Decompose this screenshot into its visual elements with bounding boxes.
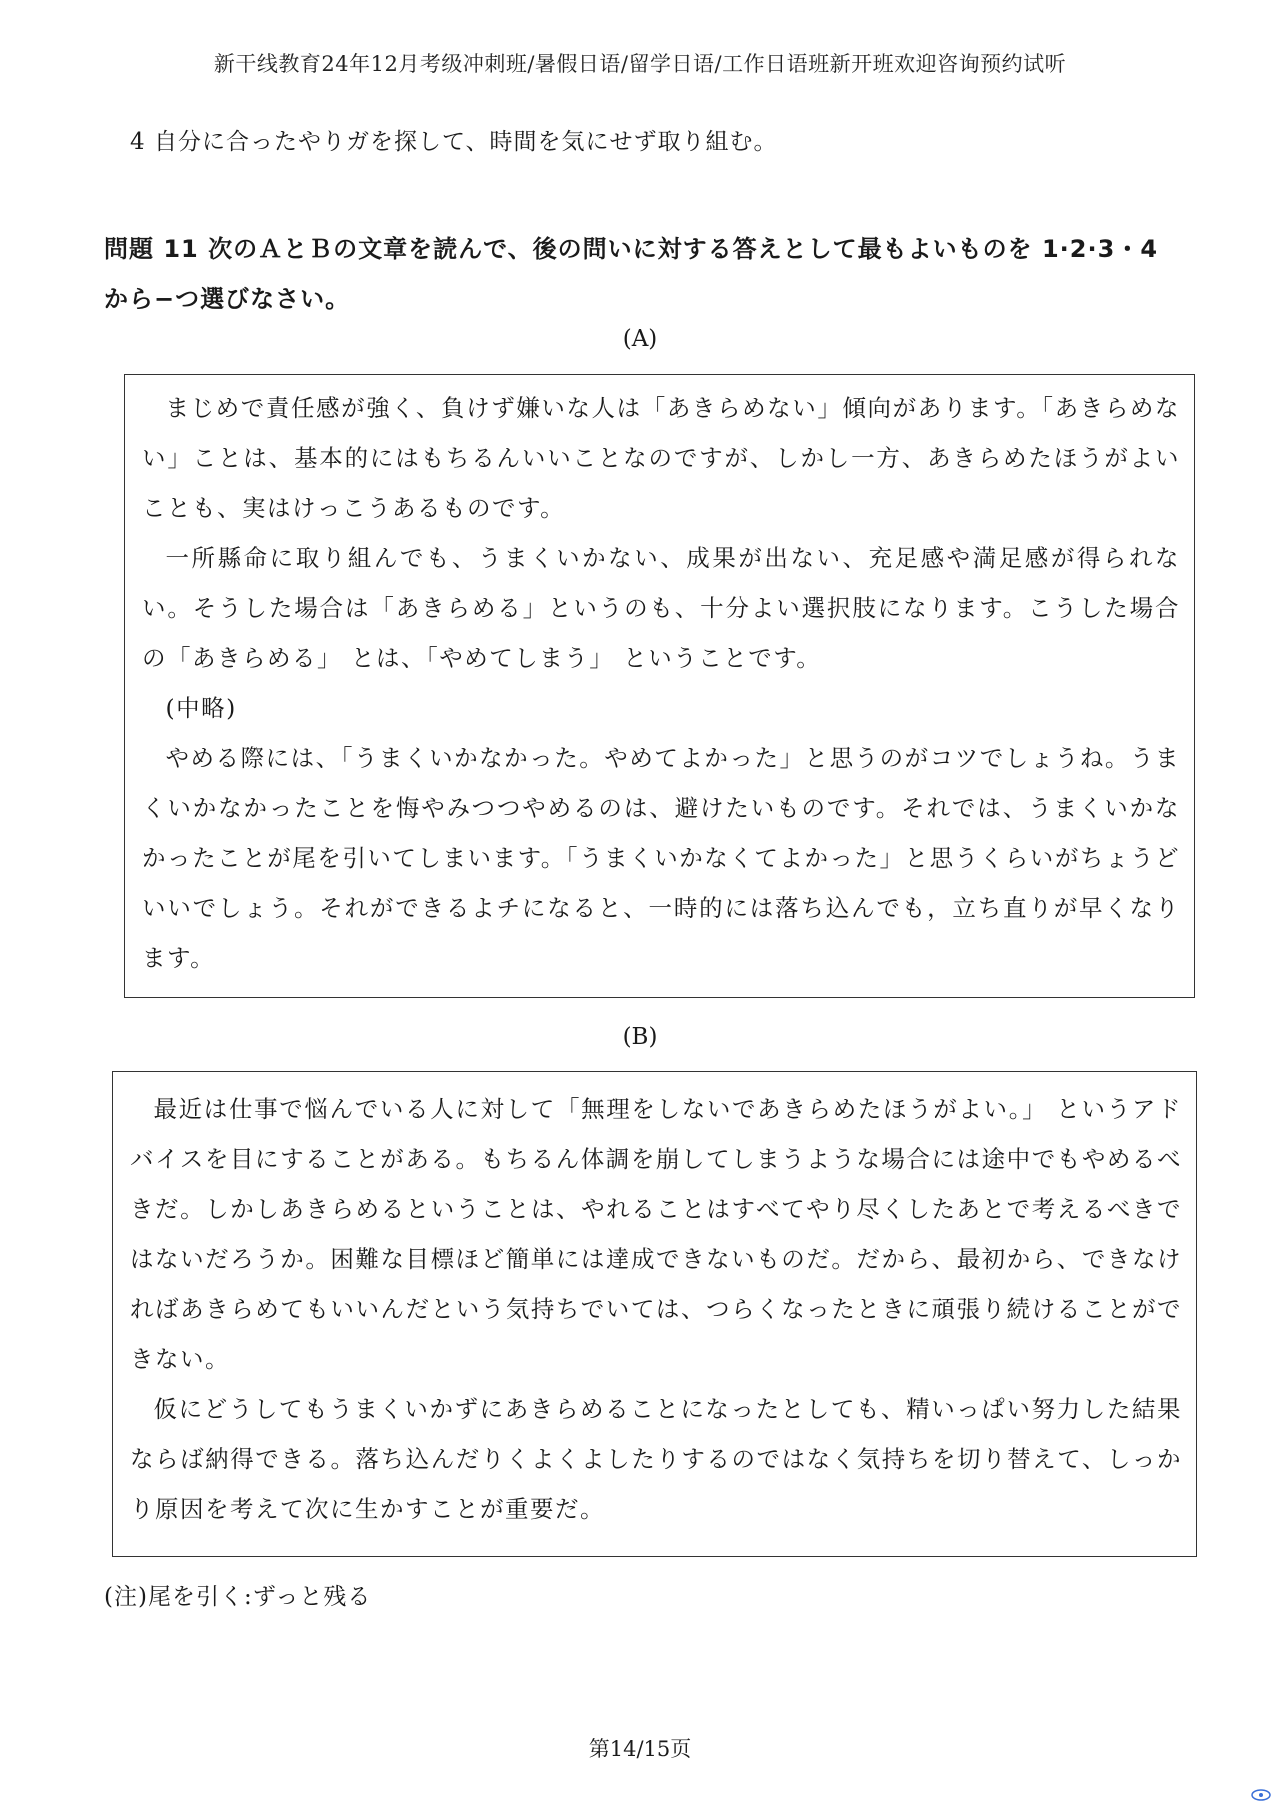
page-number: 第14/15页 xyxy=(588,1737,692,1761)
passage-a-paragraph-2: 一所縣命に取り組んでも、うまくいかない、成果が出ない、充足感や満足感が得られない。そうした場合は「あきらめる」というのも、十分よい選択肢になります。こうした場合の「あきらめる」 とは、「やめてしまう」 ということです。 xyxy=(142,544,1180,672)
passage-a-box xyxy=(124,374,1195,998)
previous-question-option-4: 4 自分に合ったやりガを探して、時間を気にせず取り組む。 xyxy=(130,129,778,155)
passage-b-label: (B) xyxy=(622,1024,658,1050)
passage-b-box xyxy=(112,1071,1197,1557)
annotation-note: (注)尾を引く:ずっと残る xyxy=(104,1584,372,1610)
passage-a-paragraph-3: やめる際には、「うまくいかなかった。やめてよかった」と思うのがコツでしょうね。うまくいかなかったことを悔やみつつやめるのは、避けたいものです。それでは、うまくいかなかったことが尾を引いてしまいます。「うまくいかなくてよかった」と思うくらいがちょうどいいでしょう。それができるよチになると、一時的には落ち込んでも，立ち直りが早くなります。 xyxy=(142,744,1180,972)
corner-logo-icon xyxy=(1250,1788,1272,1802)
passage-b-paragraph-2: 仮にどうしてもうまくいかずにあきらめることになったとしても、精いっぱい努力した結果ならば納得できる。落ち込んだりくよくよしたりするのではなく気持ちを切り替えて、しっかり原因を考えて次に生かすことが重要だ。 xyxy=(130,1395,1182,1523)
passage-a-paragraph-1: まじめで責任感が強く、負けず嫌いな人は「あきらめない」傾向があります。「あきらめない」ことは、基本的にはもちるんいいことなのですが、しかし一方、あきらめたほうがよいことも、実はけっこうあるものです。 xyxy=(142,394,1180,522)
passage-a-omission: (中略) xyxy=(165,694,237,722)
page-header-banner: 新干线教育24年12月考级冲刺班/暑假日语/留学日语/工作日语班新开班欢迎咨询预约试听 xyxy=(213,52,1067,76)
question-instruction: 問題 11 次のＡとＢの文章を読んで、後の問いに対する答えとして最もよいものを 1·2·3・4 から−つ選びなさい。 xyxy=(104,235,1159,313)
passage-a-label: (A) xyxy=(622,326,658,352)
passage-b-paragraph-1: 最近は仕事で悩んでいる人に対して「無理をしないであきらめたほうがよい。」 というアドバイスを目にすることがある。もちるん体調を崩してしまうような場合には途中でもやめるべきだ。しかしあきらめるということは、やれることはすべてやり尽くしたあとで考えるべきではないだろうか。困難な目標ほど簡単には達成できないものだ。だから、最初から、できなければあきらめてもいいんだという気持ちでいては、つらくなったときに頑張り続けることができない。 xyxy=(130,1095,1182,1373)
